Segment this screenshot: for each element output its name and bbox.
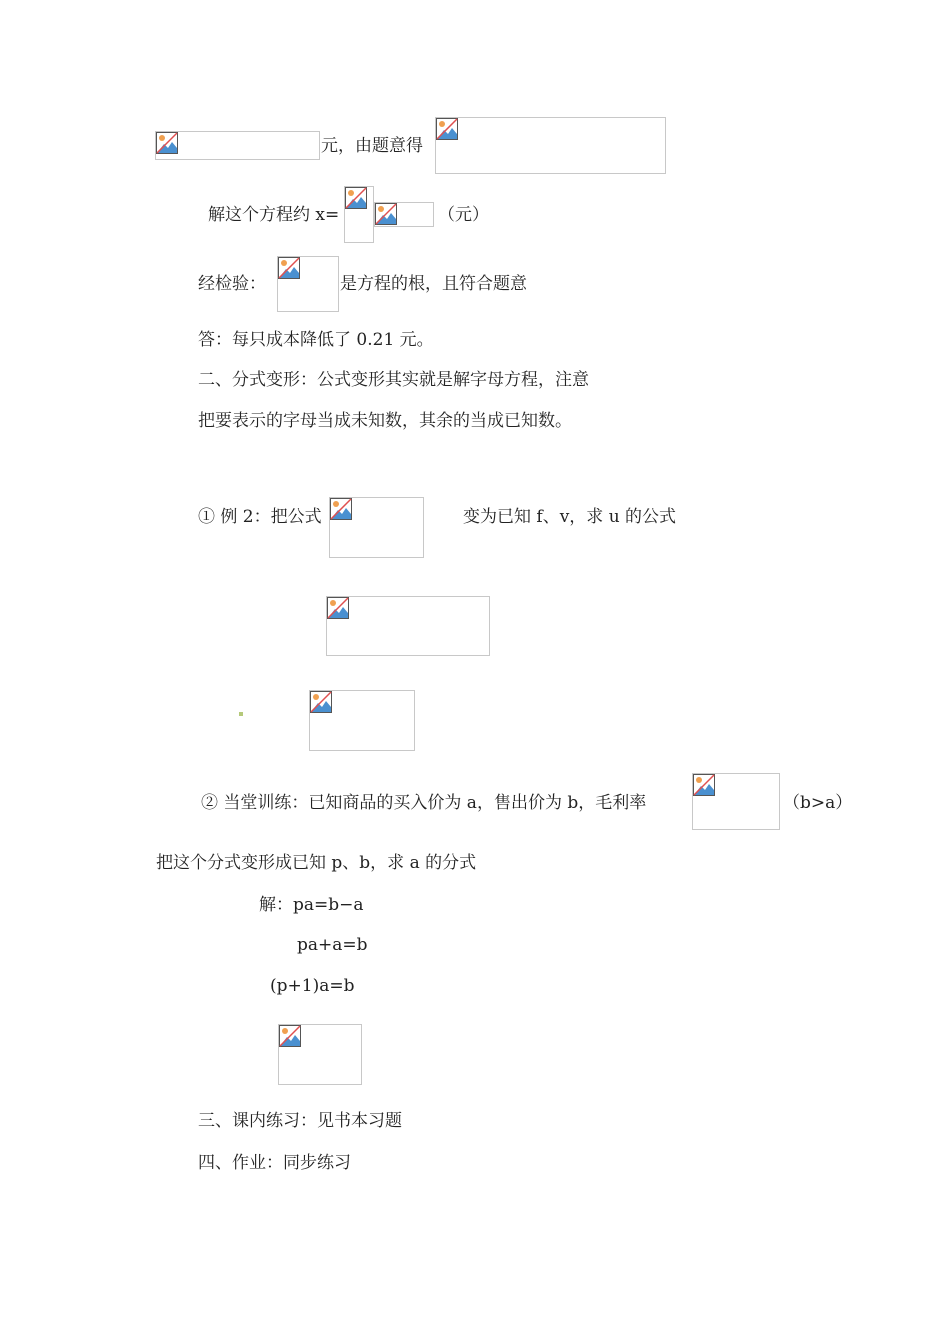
broken-image-icon [156,132,178,154]
broken-image-icon [279,1025,301,1047]
text-line: 三、课内练习：见书本习题 [198,1111,402,1131]
text-line: 元，由题意得 [321,136,423,156]
broken-image-icon [436,118,458,140]
text-line: ② 当堂训练：已知商品的买入价为 a，售出价为 b，毛利率 [201,793,647,813]
formula-image [309,690,415,751]
marker-dot [239,712,243,716]
formula-image [277,256,339,312]
broken-image-icon [278,257,300,279]
text-line: 答：每只成本降低了 0.21 元。 [198,330,434,350]
broken-image-icon [345,187,367,209]
text-line: 解这个方程约 x= [208,205,340,225]
formula-image [278,1024,362,1085]
formula-image [435,117,666,174]
text-line: （元） [438,205,489,225]
text-line: 二、分式变形：公式变形其实就是解字母方程，注意 [198,370,589,390]
formula-image [329,497,424,558]
text-line: （b>a） [783,793,853,813]
broken-image-icon [330,498,352,520]
solution-step: (p+1)a=b [270,976,355,996]
formula-image [374,202,434,227]
text-line: ① 例 2：把公式 [198,507,322,527]
formula-image [326,596,490,656]
broken-image-icon [375,203,397,225]
broken-image-icon [327,597,349,619]
text-line: 四、作业：同步练习 [198,1153,351,1173]
broken-image-icon [693,774,715,796]
solution-step: 解：pa=b−a [259,895,364,915]
broken-image-icon [310,691,332,713]
solution-step: pa+a=b [297,935,368,955]
text-line: 把要表示的字母当成未知数，其余的当成已知数。 [198,411,572,431]
text-line: 变为已知 f、v，求 u 的公式 [463,507,677,527]
text-line: 经检验： [198,274,266,294]
formula-image [155,131,320,160]
text-line: 是方程的根，且符合题意 [340,274,527,294]
formula-image [344,186,374,243]
text-line: 把这个分式变形成已知 p、b，求 a 的分式 [156,853,477,873]
formula-image [692,773,780,830]
